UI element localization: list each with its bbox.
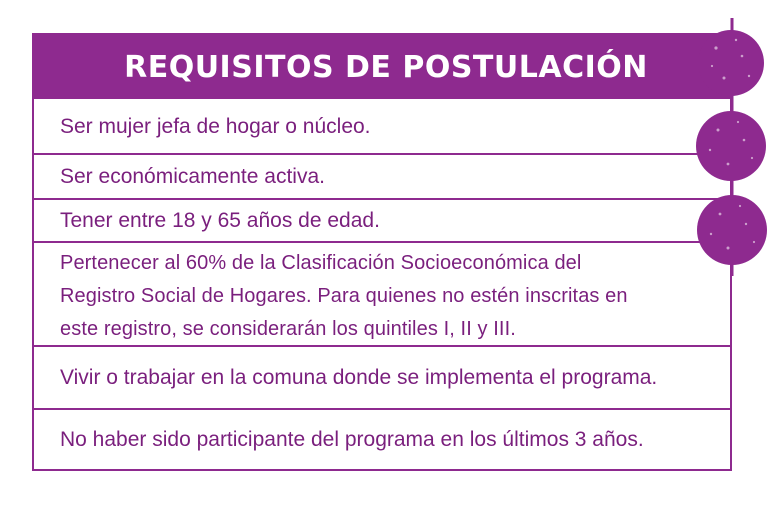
bead-bottom [697, 195, 767, 265]
requirement-row [34, 347, 730, 410]
requirement-row [34, 410, 730, 469]
requirement-text: Vivir o trabajar en la comuna donde se implementa el programa. [60, 366, 658, 389]
requirement-row [34, 200, 730, 243]
requirement-text: No haber sido participante del programa en los últimos 3 años. [60, 428, 644, 451]
bead-middle [696, 111, 766, 181]
beaded-string-icon [694, 18, 768, 280]
requirement-text: Pertenecer al 60% de la Clasificación Socioeconómica del Registro Social de Hogares. Para quienes no estén inscritas en este registro, se considerarán los quintiles I, II y III. [60, 251, 628, 340]
page-title: REQUISITOS DE POSTULACIÓN [124, 49, 648, 85]
requirement-row [34, 99, 730, 155]
requirements-card [32, 33, 732, 471]
requirement-text: Ser mujer jefa de hogar o núcleo. [60, 114, 371, 138]
requirement-row [34, 155, 730, 200]
bead-top [698, 30, 764, 96]
card-header [34, 35, 730, 99]
requirement-row [34, 243, 730, 347]
requirement-text: Ser económicamente activa. [60, 165, 325, 188]
requirement-text: Tener entre 18 y 65 años de edad. [60, 209, 380, 232]
